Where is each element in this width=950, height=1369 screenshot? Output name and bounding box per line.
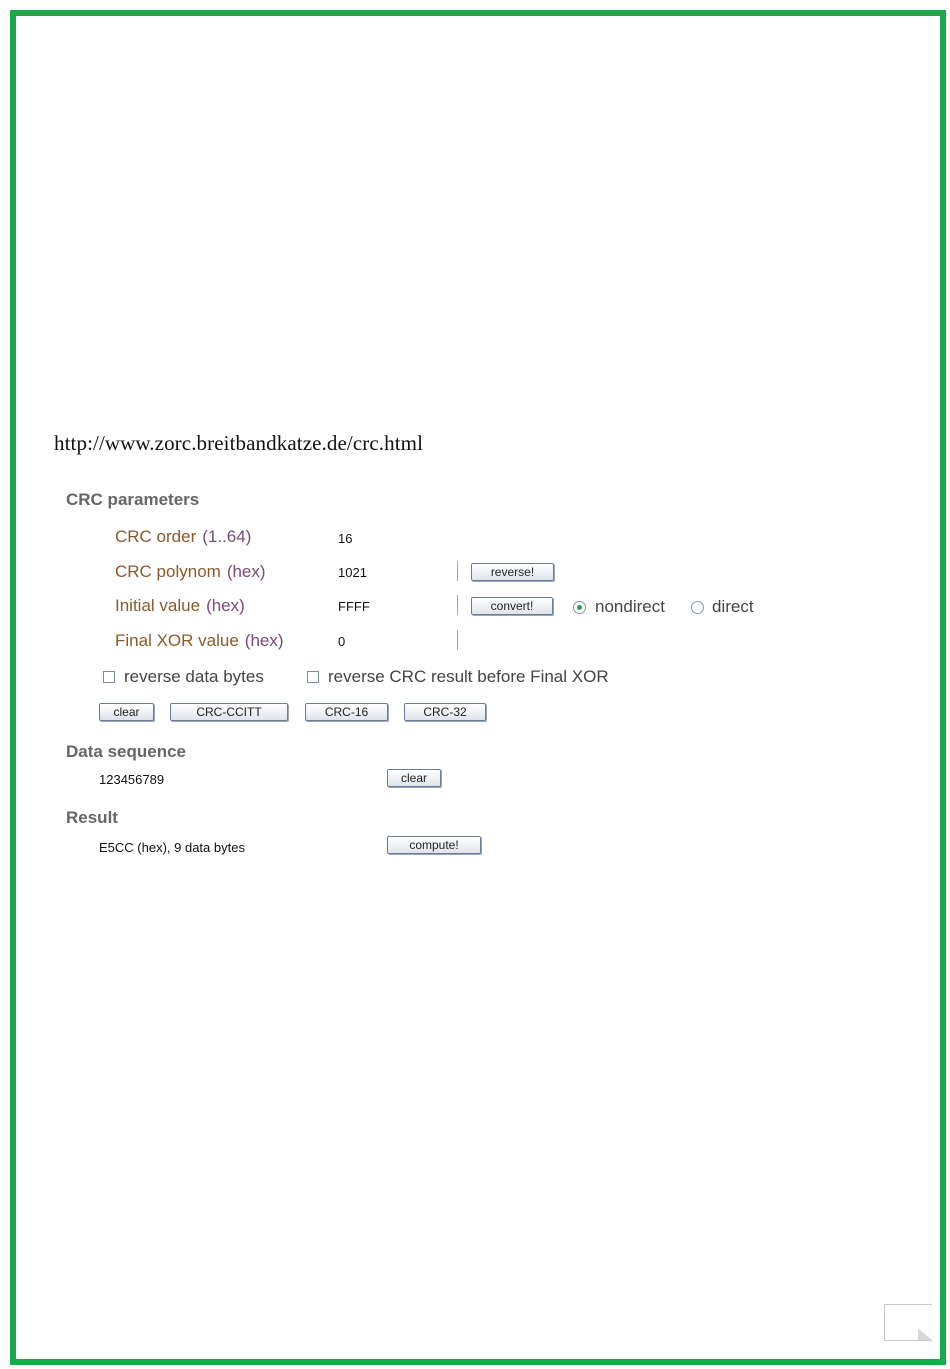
data-sequence-field[interactable]: 123456789 [99, 772, 165, 787]
clear-parameters-button[interactable]: clear [99, 703, 154, 721]
polynom-field-edge [457, 561, 458, 581]
initial-value-label-text: Initial value [115, 596, 201, 615]
initial-value-label [115, 596, 245, 616]
page-corner-icon [884, 1304, 932, 1341]
nondirect-radio[interactable] [573, 601, 586, 614]
crc-order-field[interactable]: 16 [338, 531, 353, 546]
clear-data-button[interactable]: clear [387, 769, 441, 787]
convert-button[interactable]: convert! [471, 597, 553, 615]
reverse-data-bytes-label: reverse data bytes [124, 667, 264, 686]
reverse-button[interactable]: reverse! [471, 563, 554, 581]
crc-order-unit: (1..64) [202, 527, 252, 546]
crc-parameters-title: CRC parameters [66, 490, 200, 509]
initial-value-field[interactable]: FFFF [338, 599, 370, 614]
crc-ccitt-button[interactable]: CRC-CCITT [170, 703, 288, 721]
crc-32-button[interactable]: CRC-32 [404, 703, 486, 721]
crc-polynom-label [115, 562, 266, 582]
compute-button[interactable]: compute! [387, 836, 481, 854]
initial-value-unit: (hex) [206, 596, 245, 615]
nondirect-label: nondirect [595, 597, 665, 616]
result-title: Result [66, 808, 118, 827]
crc-polynom-unit: (hex) [226, 562, 266, 581]
final-xor-field[interactable]: 0 [338, 634, 346, 649]
crc-order-label [115, 527, 251, 547]
final-xor-field-edge [457, 630, 458, 650]
result-field: E5CC (hex), 9 data bytes [99, 840, 245, 855]
page-frame [10, 10, 946, 1365]
reverse-crc-result-label: reverse CRC result before Final XOR [328, 667, 609, 686]
crc-order-label-text: CRC order [115, 527, 197, 546]
initial-field-edge [457, 595, 458, 615]
crc-16-button[interactable]: CRC-16 [305, 703, 388, 721]
final-xor-unit: (hex) [244, 631, 284, 650]
direct-radio[interactable] [691, 601, 704, 614]
page-url: http://www.zorc.breitbandkatze.de/crc.html [54, 431, 424, 455]
data-sequence-title: Data sequence [66, 742, 186, 761]
final-xor-label-text: Final XOR value [115, 631, 239, 650]
direct-label: direct [712, 597, 754, 616]
crc-polynom-label-text: CRC polynom [115, 562, 221, 581]
final-xor-label [115, 631, 284, 651]
crc-polynom-field[interactable]: 1021 [338, 565, 367, 580]
reverse-crc-result-checkbox[interactable] [307, 671, 319, 683]
reverse-data-bytes-checkbox[interactable] [103, 671, 115, 683]
